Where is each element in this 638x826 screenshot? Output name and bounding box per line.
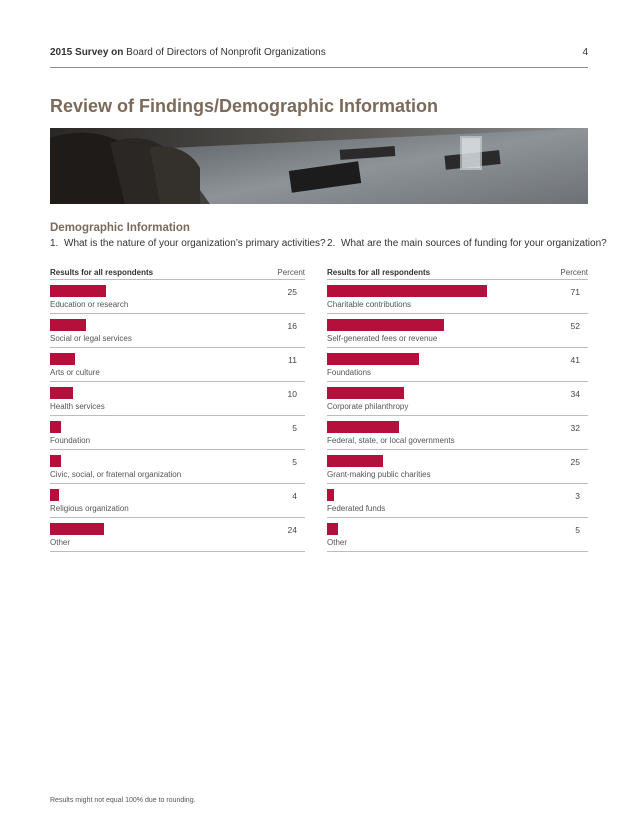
question-2	[327, 238, 607, 260]
boardroom-photo	[50, 128, 588, 204]
question-2-text: What are the main sources of funding for your organization?	[341, 238, 607, 249]
result-row	[50, 280, 305, 314]
section-title: Demographic Information	[50, 222, 190, 234]
percent-header-label: Percent	[560, 268, 588, 277]
question-1-table-header	[50, 263, 305, 280]
result-bar	[327, 523, 338, 535]
result-bar	[50, 387, 73, 399]
report-title-bold: 2015 Survey on	[50, 47, 124, 58]
results-header-label: Results for all respondents	[327, 268, 431, 277]
result-row	[327, 280, 588, 314]
result-percent: 24	[287, 525, 297, 535]
result-label: Other	[327, 538, 348, 547]
result-bar	[327, 455, 383, 467]
result-label: Federal, state, or local governments	[327, 436, 455, 445]
question-1-number: 1.	[50, 238, 59, 249]
result-percent: 5	[292, 457, 297, 467]
result-label: Charitable contributions	[327, 300, 412, 309]
question-1-text: What is the nature of your organization’s primary activities?	[64, 238, 326, 249]
result-row	[50, 416, 305, 450]
result-percent: 16	[287, 321, 297, 331]
question-2-number: 2.	[327, 238, 336, 249]
result-row	[50, 484, 305, 518]
result-label: Health services	[50, 402, 105, 411]
result-row	[327, 382, 588, 416]
result-percent: 71	[570, 287, 580, 297]
result-label: Foundation	[50, 436, 91, 445]
result-bar	[50, 489, 59, 501]
result-percent: 10	[287, 389, 297, 399]
result-label: Foundations	[327, 368, 372, 377]
result-percent: 52	[570, 321, 580, 331]
page-header	[50, 45, 588, 68]
result-bar	[50, 285, 106, 297]
result-bar	[50, 319, 86, 331]
result-label: Federated funds	[327, 504, 386, 513]
result-label: Social or legal services	[50, 334, 132, 343]
result-row	[50, 314, 305, 348]
result-percent: 5	[292, 423, 297, 433]
result-bar	[327, 421, 399, 433]
report-title	[50, 47, 326, 58]
result-bar	[50, 421, 61, 433]
result-row	[327, 348, 588, 382]
result-percent: 25	[287, 287, 297, 297]
percent-header-label: Percent	[277, 268, 305, 277]
result-row	[50, 382, 305, 416]
page-title: Review of Findings/Demographic Information	[50, 96, 439, 116]
result-percent: 34	[570, 389, 580, 399]
result-percent: 32	[570, 423, 580, 433]
question-1-panel	[50, 238, 326, 552]
result-bar	[327, 319, 444, 331]
result-label: Religious organization	[50, 504, 129, 513]
result-percent: 5	[575, 525, 580, 535]
result-row	[327, 450, 588, 484]
question-1	[50, 238, 326, 260]
results-header-label: Results for all respondents	[50, 268, 154, 277]
footnote: Results might not equal 100% due to rounding.	[50, 797, 196, 804]
result-row	[50, 518, 305, 552]
result-bar	[327, 387, 404, 399]
question-2-table-header	[327, 263, 588, 280]
result-label: Grant-making public charities	[327, 470, 431, 479]
result-label: Civic, social, or fraternal organization	[50, 470, 182, 479]
result-bar	[50, 455, 61, 467]
result-bar	[50, 353, 75, 365]
report-title-rest: Board of Directors of Nonprofit Organizations	[123, 47, 326, 58]
question-2-rows	[327, 280, 588, 552]
result-row	[327, 416, 588, 450]
result-label: Education or research	[50, 300, 129, 309]
result-percent: 3	[575, 491, 580, 501]
result-label: Self-generated fees or revenue	[327, 334, 438, 343]
question-1-rows	[50, 280, 305, 552]
result-label: Arts or culture	[50, 368, 100, 377]
result-row	[327, 518, 588, 552]
result-row	[50, 450, 305, 484]
result-bar	[327, 353, 419, 365]
result-row	[50, 348, 305, 382]
question-2-panel	[327, 238, 607, 552]
result-row	[327, 314, 588, 348]
result-bar	[327, 489, 334, 501]
page-number: 4	[582, 47, 588, 58]
result-bar	[50, 523, 104, 535]
result-percent: 4	[292, 491, 297, 501]
result-percent: 11	[288, 355, 297, 365]
boardroom-photo-image	[50, 128, 588, 204]
result-row	[327, 484, 588, 518]
result-percent: 41	[570, 355, 580, 365]
result-bar	[327, 285, 487, 297]
result-label: Other	[50, 538, 71, 547]
result-label: Corporate philanthropy	[327, 402, 409, 411]
result-percent: 25	[570, 457, 580, 467]
